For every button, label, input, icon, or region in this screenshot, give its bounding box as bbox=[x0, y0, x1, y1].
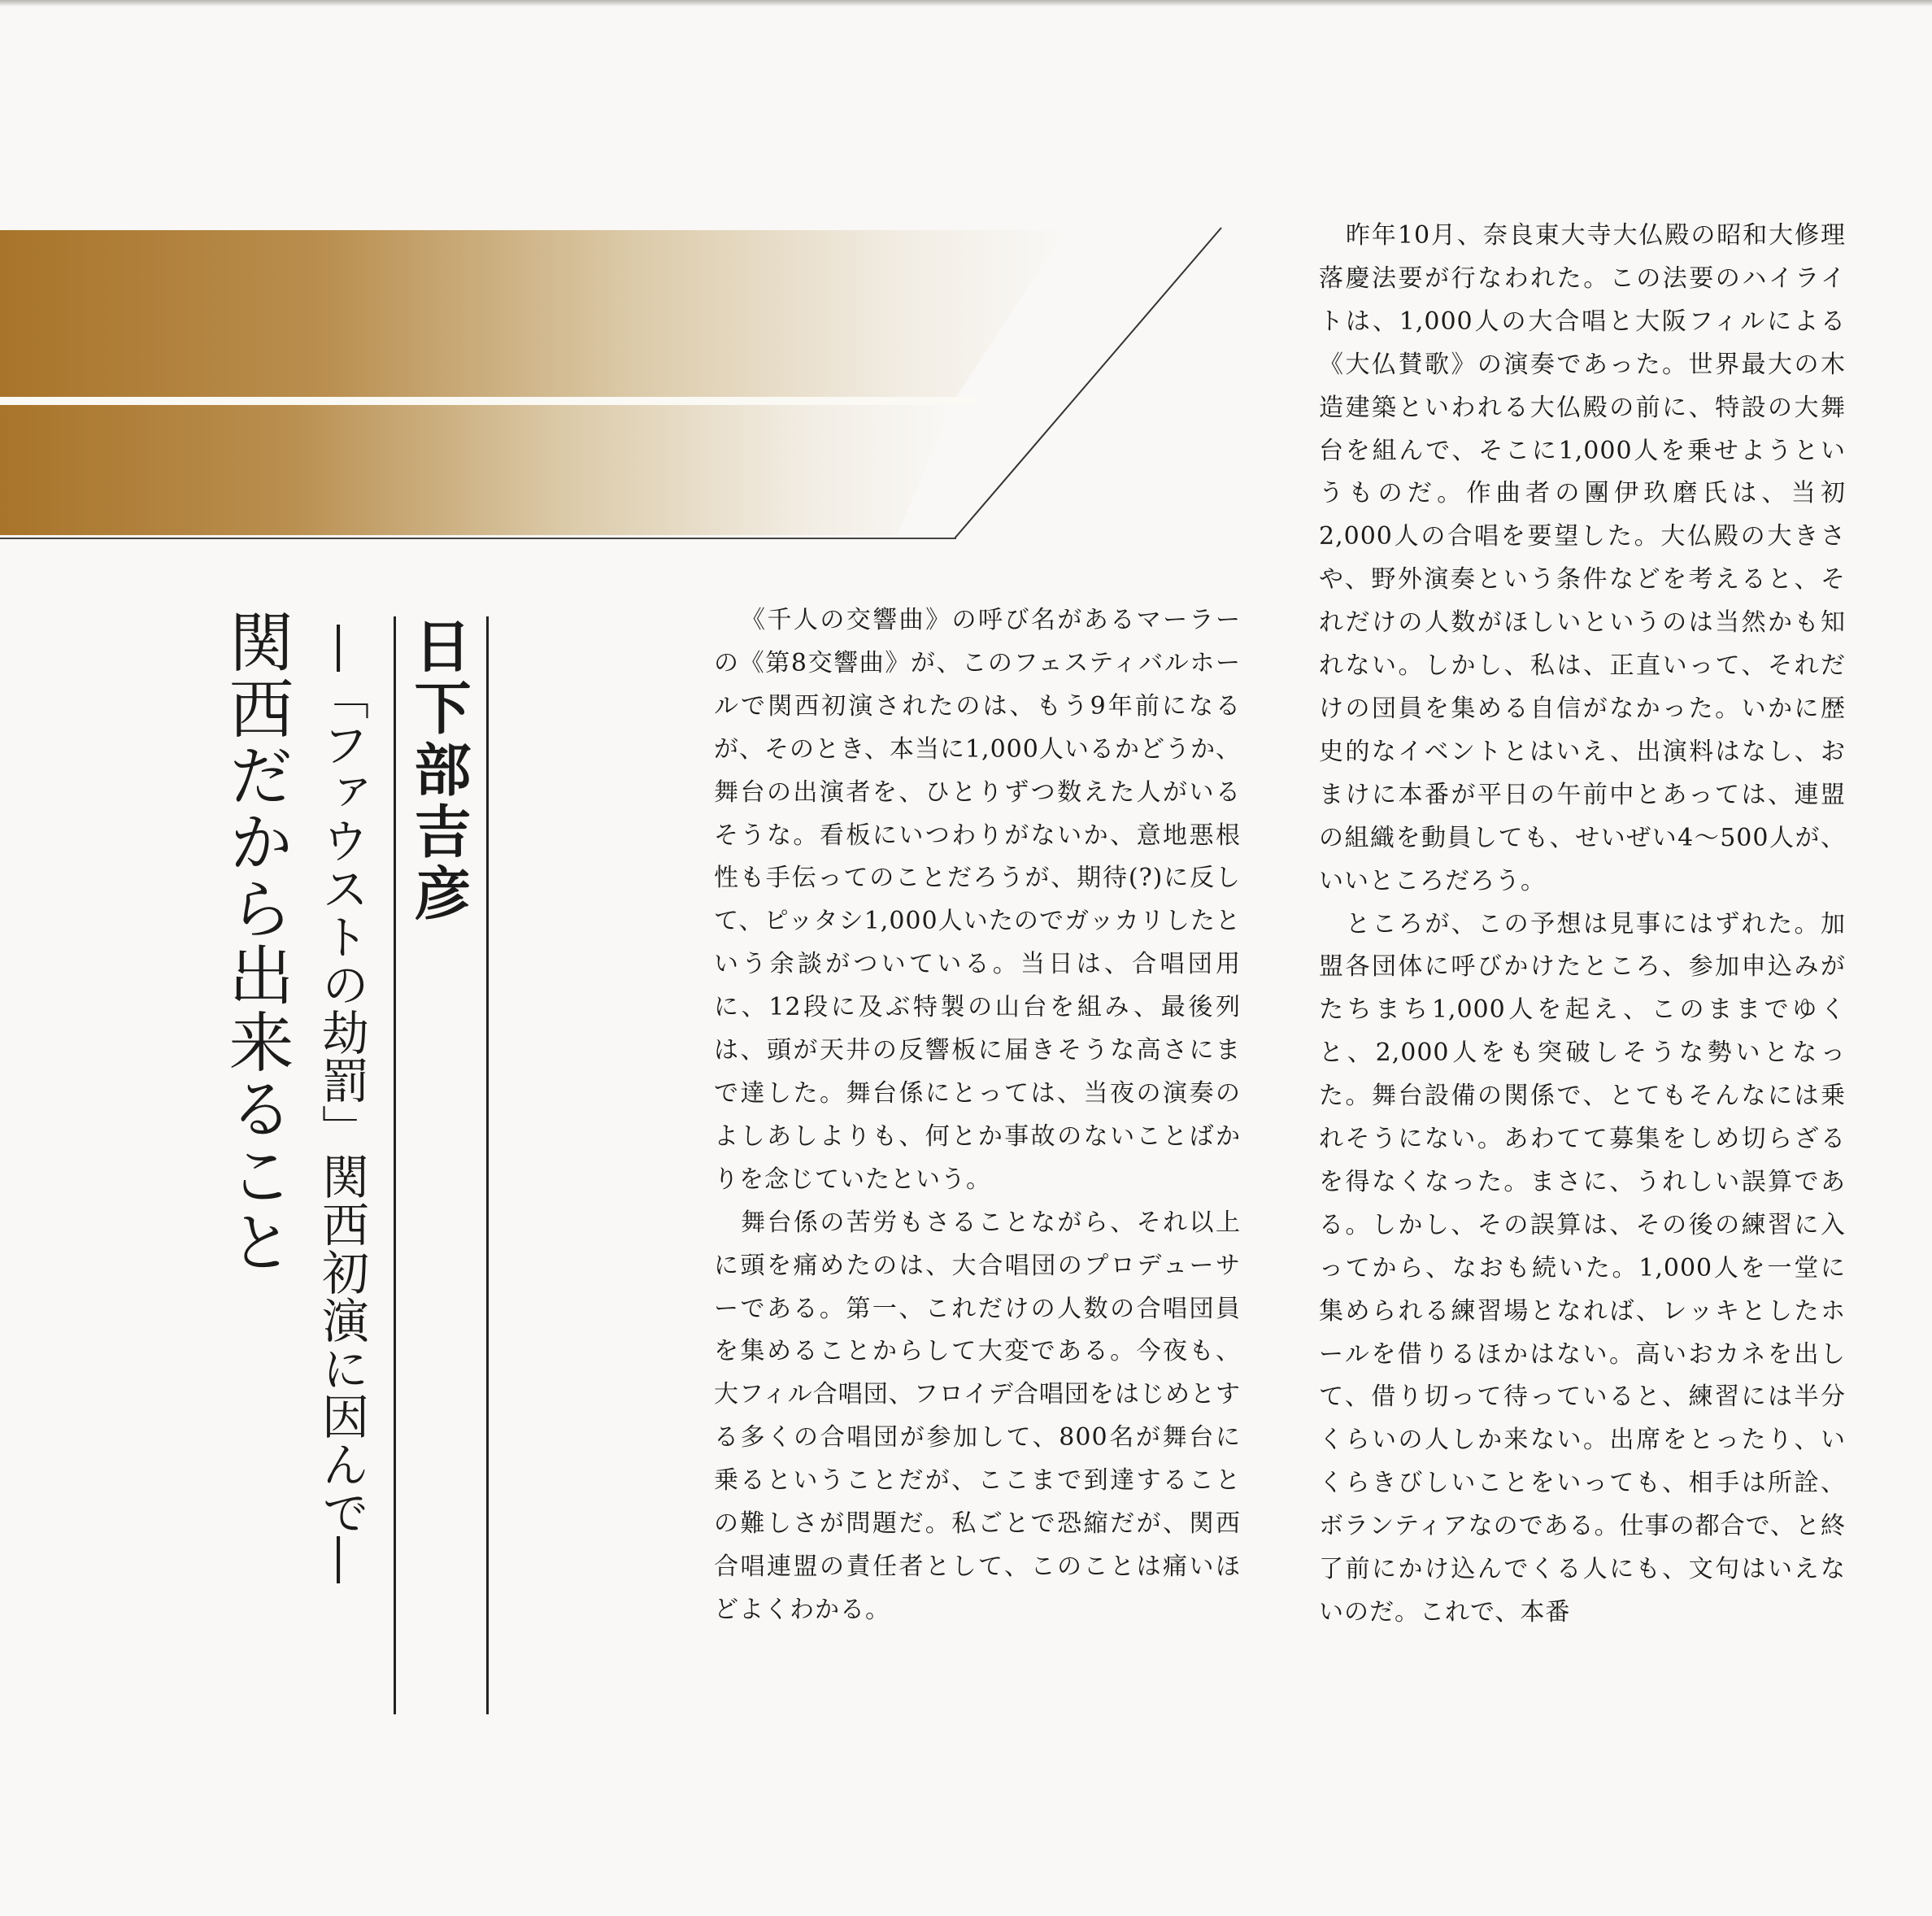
banner-upper-band bbox=[0, 230, 1065, 397]
banner-lower-band bbox=[0, 405, 951, 535]
gold-gradient-banner bbox=[0, 220, 1236, 561]
banner-white-stripe bbox=[0, 397, 976, 405]
body-paragraph: 昨年10月、奈良東大寺大仏殿の昭和大修理落慶法要が行なわれた。この法要のハイライトは、1,000人の大合唱と大阪フィルによる《大仏賛歌》の演奏であった。世界最大の木造建築といわれる大仏殿の前に、特設の大舞台を組んで、そこに1,000人を乗せようというものだ。作曲者の團伊玖磨氏は、当初2,000人の合唱を要望した。大仏殿の大きさや、野外演奏という条件などを考えると、それだけの人数がほしいというのは当然かも知れない。しかし、私は、正直いって、それだけの団員を集める自信がなかった。いかに歴史的なイベントとはいえ、出演料はなし、おまけに本番が平日の午前中とあっては、連盟の組織を動員しても、せいぜい4～500人が、いいところだろう。 bbox=[1319, 221, 1846, 895]
article-title: 関西だから出来ること bbox=[218, 608, 294, 1275]
scan-edge-shadow bbox=[0, 0, 1932, 7]
subtitle-divider bbox=[394, 616, 396, 1714]
author-name: 日下部吉彦 bbox=[405, 616, 472, 925]
author-divider bbox=[486, 616, 489, 1714]
article-subtitle: ―「ファウストの劫罰」関西初演に因んで― bbox=[314, 625, 369, 1584]
body-paragraph: 《千人の交響曲》の呼び名があるマーラーの《第8交響曲》が、このフェスティバルホールで関西初演されたのは、もう9年前になるが、そのとき、本当に1,000人いるかどうか、舞台の出演者を、ひとりずつ数えた人がいるそうな。看板にいつわりがないか、意地悪根性も手伝ってのことだろうが、期待(?)に反して、ピッタシ1,000人いたのでガッカリしたという余談がついている。当日は、合唱団用に、12段に及ぶ特製の山台を組み、最後列は、頭が天井の反響板に届きそうな高さにまで達した。舞台係にとっては、当夜の演奏のよしあしよりも、何とか事故のないことばかりを念じていたという。 bbox=[714, 606, 1241, 1194]
body-column-middle bbox=[714, 599, 1241, 1632]
body-column-right bbox=[1319, 215, 1846, 1635]
body-paragraph: 舞台係の苦労もさることながら、それ以上に頭を痛めたのは、大合唱団のプロデューサーである。第一、これだけの人数の合唱団員を集めることからして大変である。今夜も、大フィル合唱団、フロイデ合唱団をはじめとする多くの合唱団が参加して、800名が舞台に乗るということだが、ここまで到達することの難しさが問題だ。私ごとで恐縮だが、関西合唱連盟の責任者として、このことは痛いほどよくわかる。 bbox=[714, 1208, 1241, 1624]
body-paragraph: ところが、この予想は見事にはずれた。加盟各団体に呼びかけたところ、参加申込みがたちまち1,000人を起え、このままでゆくと、2,000人をも突破しそうな勢いとなった。舞台設備の関係で、とてもそんなには乗れそうにない。あわてて募集をしめ切らざるを得なくなった。まさに、うれしい誤算である。しかし、その誤算は、その後の練習に入ってから、なおも続いた。1,000人を一堂に集められる練習場となれば、レッキとしたホールを借りるほかはない。高いおカネを出して、借り切って待っていると、練習には半分くらいの人しか来ない。出席をとったり、いくらきびしいことをいっても、相手は所詮、ボランティアなのである。仕事の都合で、と終了前にかけ込んでくる人にも、文句はいえないのだ。これで、本番 bbox=[1319, 909, 1846, 1626]
